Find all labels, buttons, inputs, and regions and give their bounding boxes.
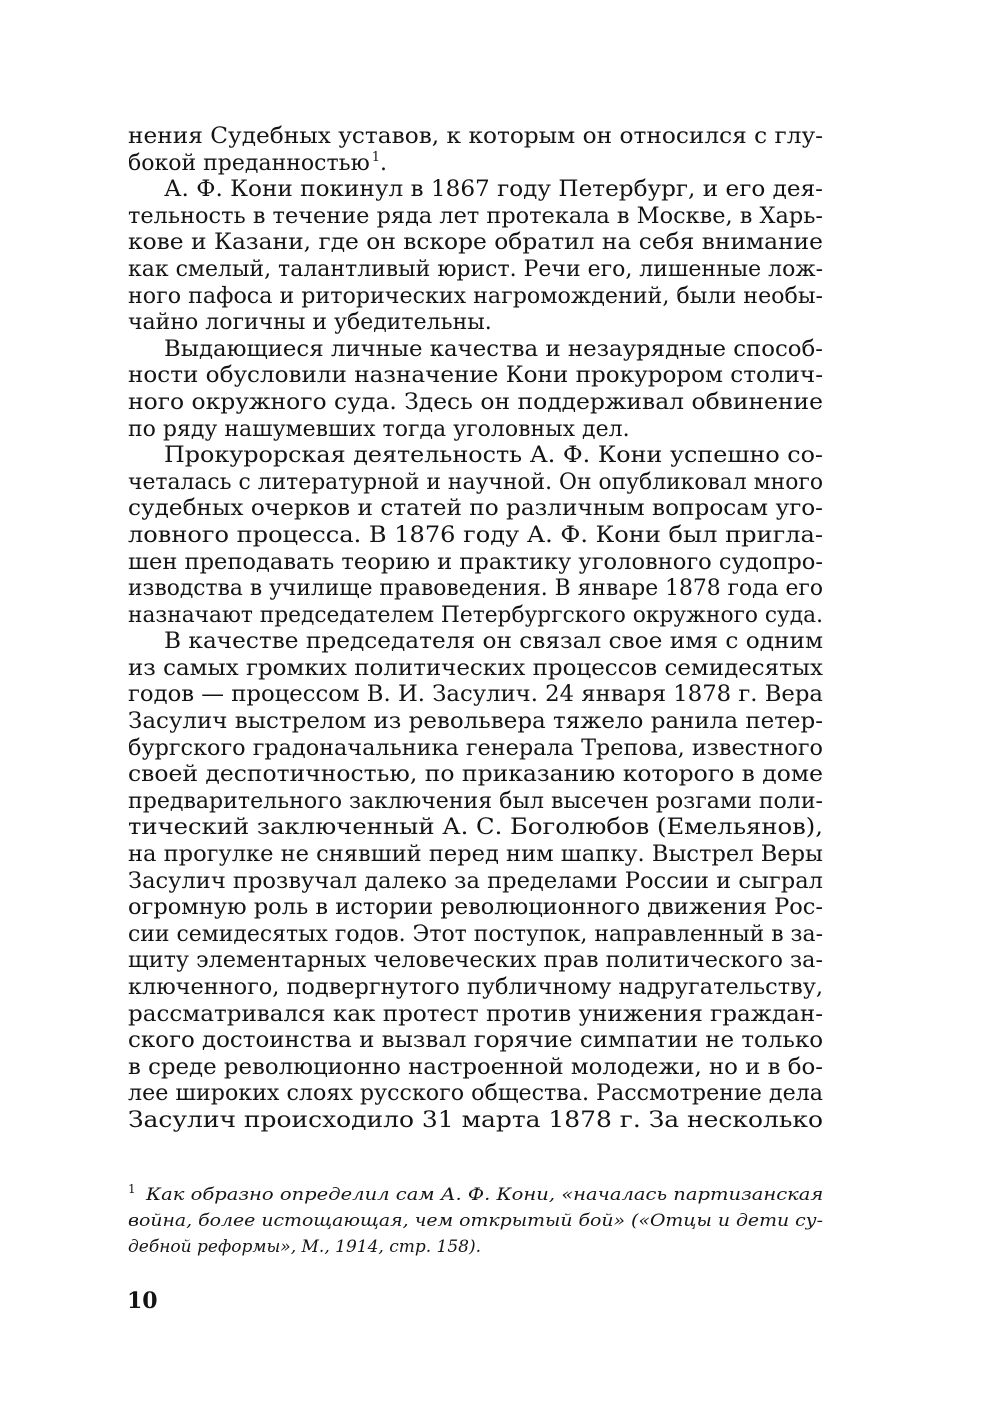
text-line: [128, 709, 823, 736]
text-line-content: шен преподавать теорию и практику уголовного судопро-: [128, 549, 823, 575]
text-line-content: ного пафоса и риторических нагромождений, были необы-: [128, 283, 824, 309]
text-line-content: рассматривался как протест против унижения граждан-: [128, 1001, 823, 1027]
text-line: [128, 470, 823, 497]
text-line: [128, 869, 823, 896]
text-line: [128, 363, 823, 390]
text-line-content: годов — процессом В. И. Засулич. 24 января 1878 г. Вера: [128, 682, 824, 708]
punctuation: .: [380, 150, 388, 176]
page-body: [128, 124, 823, 1135]
text-line-content: сии семидесятых годов. Этот поступок, направленный в за-: [128, 921, 823, 947]
text-line-content: своей деспотичностью, по приказанию которого в доме: [128, 762, 823, 788]
text-line-content: ключенного, подвергнутого публичному надругательству,: [128, 975, 823, 1000]
text-line: [128, 1108, 823, 1135]
text-line: [128, 1055, 823, 1082]
text-line-content: в среде революционно настроенной молодежи, но и в бо-: [128, 1054, 823, 1080]
text-line: [128, 177, 823, 204]
text-line: [128, 1081, 823, 1108]
text-line-content: лее широких слоях русского общества. Рассмотрение дела: [128, 1081, 824, 1107]
footnote-reference: 1: [371, 150, 381, 166]
text-line: [128, 656, 823, 683]
text-line: [128, 337, 823, 364]
text-line: [128, 682, 823, 709]
text-line: [128, 789, 823, 816]
text-line-content: тельность в течение ряда лет протекала в Москве, в Харь-: [128, 203, 823, 229]
text-line: [128, 390, 823, 417]
text-line: [128, 922, 823, 949]
text-line-content: ловного процесса. В 1876 году А. Ф. Кони был пригла-: [128, 522, 823, 548]
footnote-line: [128, 1234, 823, 1260]
text-line: [128, 124, 823, 151]
text-line-content: назначают председателем Петербургского окружного суда.: [128, 602, 823, 628]
text-line-content: Засулич прозвучал далеко за пределами России и сыграл: [128, 868, 823, 894]
text-line-content: щиту элементарных человеческих прав политического за-: [128, 948, 824, 974]
text-line-content: А. Ф. Кони покинул в 1867 году Петербург, и его дея-: [164, 177, 823, 203]
text-line: [128, 151, 823, 178]
text-line-content: как смелый, талантливый юрист. Речи его, лишенные лож-: [128, 256, 823, 282]
text-line-content: Прокурорская деятельность А. Ф. Кони успешно со-: [164, 443, 823, 469]
text-line: [128, 895, 823, 922]
text-line-content: по ряду нашумевших тогда уголовных дел.: [128, 416, 630, 442]
text-line: [128, 230, 823, 257]
text-line: [128, 629, 823, 656]
text-line: [128, 310, 823, 337]
footnote-marker: 1: [128, 1182, 136, 1197]
text-line: [128, 762, 823, 789]
text-line: [128, 736, 823, 763]
text-line-content: огромную роль в истории революционного движения Рос-: [128, 895, 823, 921]
text-line: [128, 417, 823, 444]
text-line-content: на прогулке не снявший перед ним шапку. Выстрел Веры: [128, 842, 823, 868]
text-line: [128, 443, 823, 470]
text-line: [128, 257, 823, 284]
main-text: [128, 124, 823, 1135]
text-line-content: четалась с литературной и научной. Он опубликовал много: [128, 469, 823, 495]
text-line-content: В качестве председателя он связал свое имя с одним: [164, 629, 823, 655]
text-line: [128, 815, 823, 842]
text-line: [128, 576, 823, 603]
text-line: [128, 523, 823, 550]
text-line-content: чайно логичны и убедительны.: [128, 310, 492, 336]
text-line-content: кове и Казани, где он вскоре обратил на себя внимание: [128, 230, 823, 256]
text-line-content: Засулич происходило 31 марта 1878 г. За несколько: [128, 1107, 823, 1133]
footnote-text: Как образно определил сам А. Ф. Кони, «началась партизанская: [145, 1185, 823, 1205]
text-line: [128, 948, 823, 975]
text-line: [128, 1002, 823, 1029]
text-line-content: нения Судебных уставов, к которым он относился с глу-: [128, 124, 823, 149]
text-line-content: Выдающиеся личные качества и незаурядные способ-: [164, 336, 823, 362]
text-line: [128, 204, 823, 231]
text-line-content: ности обусловили назначение Кони прокурором столич-: [128, 363, 823, 389]
text-line-content: из самых громких политических процессов семидесятых: [128, 655, 824, 681]
text-line: [128, 550, 823, 577]
text-line: [128, 1028, 823, 1055]
text-line-content: ского достоинства и вызвал горячие симпатии не только: [128, 1028, 823, 1054]
text-line: [128, 496, 823, 523]
text-line: [128, 603, 823, 630]
footnote-line: [128, 1208, 823, 1234]
footnote-line: [128, 1182, 823, 1208]
text-line-content: бокой преданностью: [128, 150, 370, 176]
text-line-content: Засулич выстрелом из револьвера тяжело ранила петер-: [128, 709, 823, 735]
footnote-text: дебной реформы», М., 1914, стр. 158).: [128, 1237, 482, 1257]
footnote-text: война, более истощающая, чем открытый бой» («Отцы и дети су-: [128, 1211, 823, 1231]
text-line-content: ного окружного суда. Здесь он поддерживал обвинение: [128, 389, 823, 415]
text-line-content: тический заключенный А. С. Боголюбов (Емельянов),: [128, 815, 823, 841]
text-line-content: изводства в училище правоведения. В январе 1878 года его: [128, 576, 823, 602]
page-number: 10: [127, 1288, 158, 1314]
text-line: [128, 842, 823, 869]
text-line: [128, 975, 823, 1002]
text-line-content: судебных очерков и статей по различным вопросам уго-: [128, 496, 823, 522]
text-line-content: предварительного заключения был высечен розгами поли-: [128, 788, 824, 814]
text-line: [128, 284, 823, 311]
text-line-content: бургского градоначальника генерала Трепова, известного: [128, 735, 823, 761]
footnotes: [128, 1182, 823, 1260]
